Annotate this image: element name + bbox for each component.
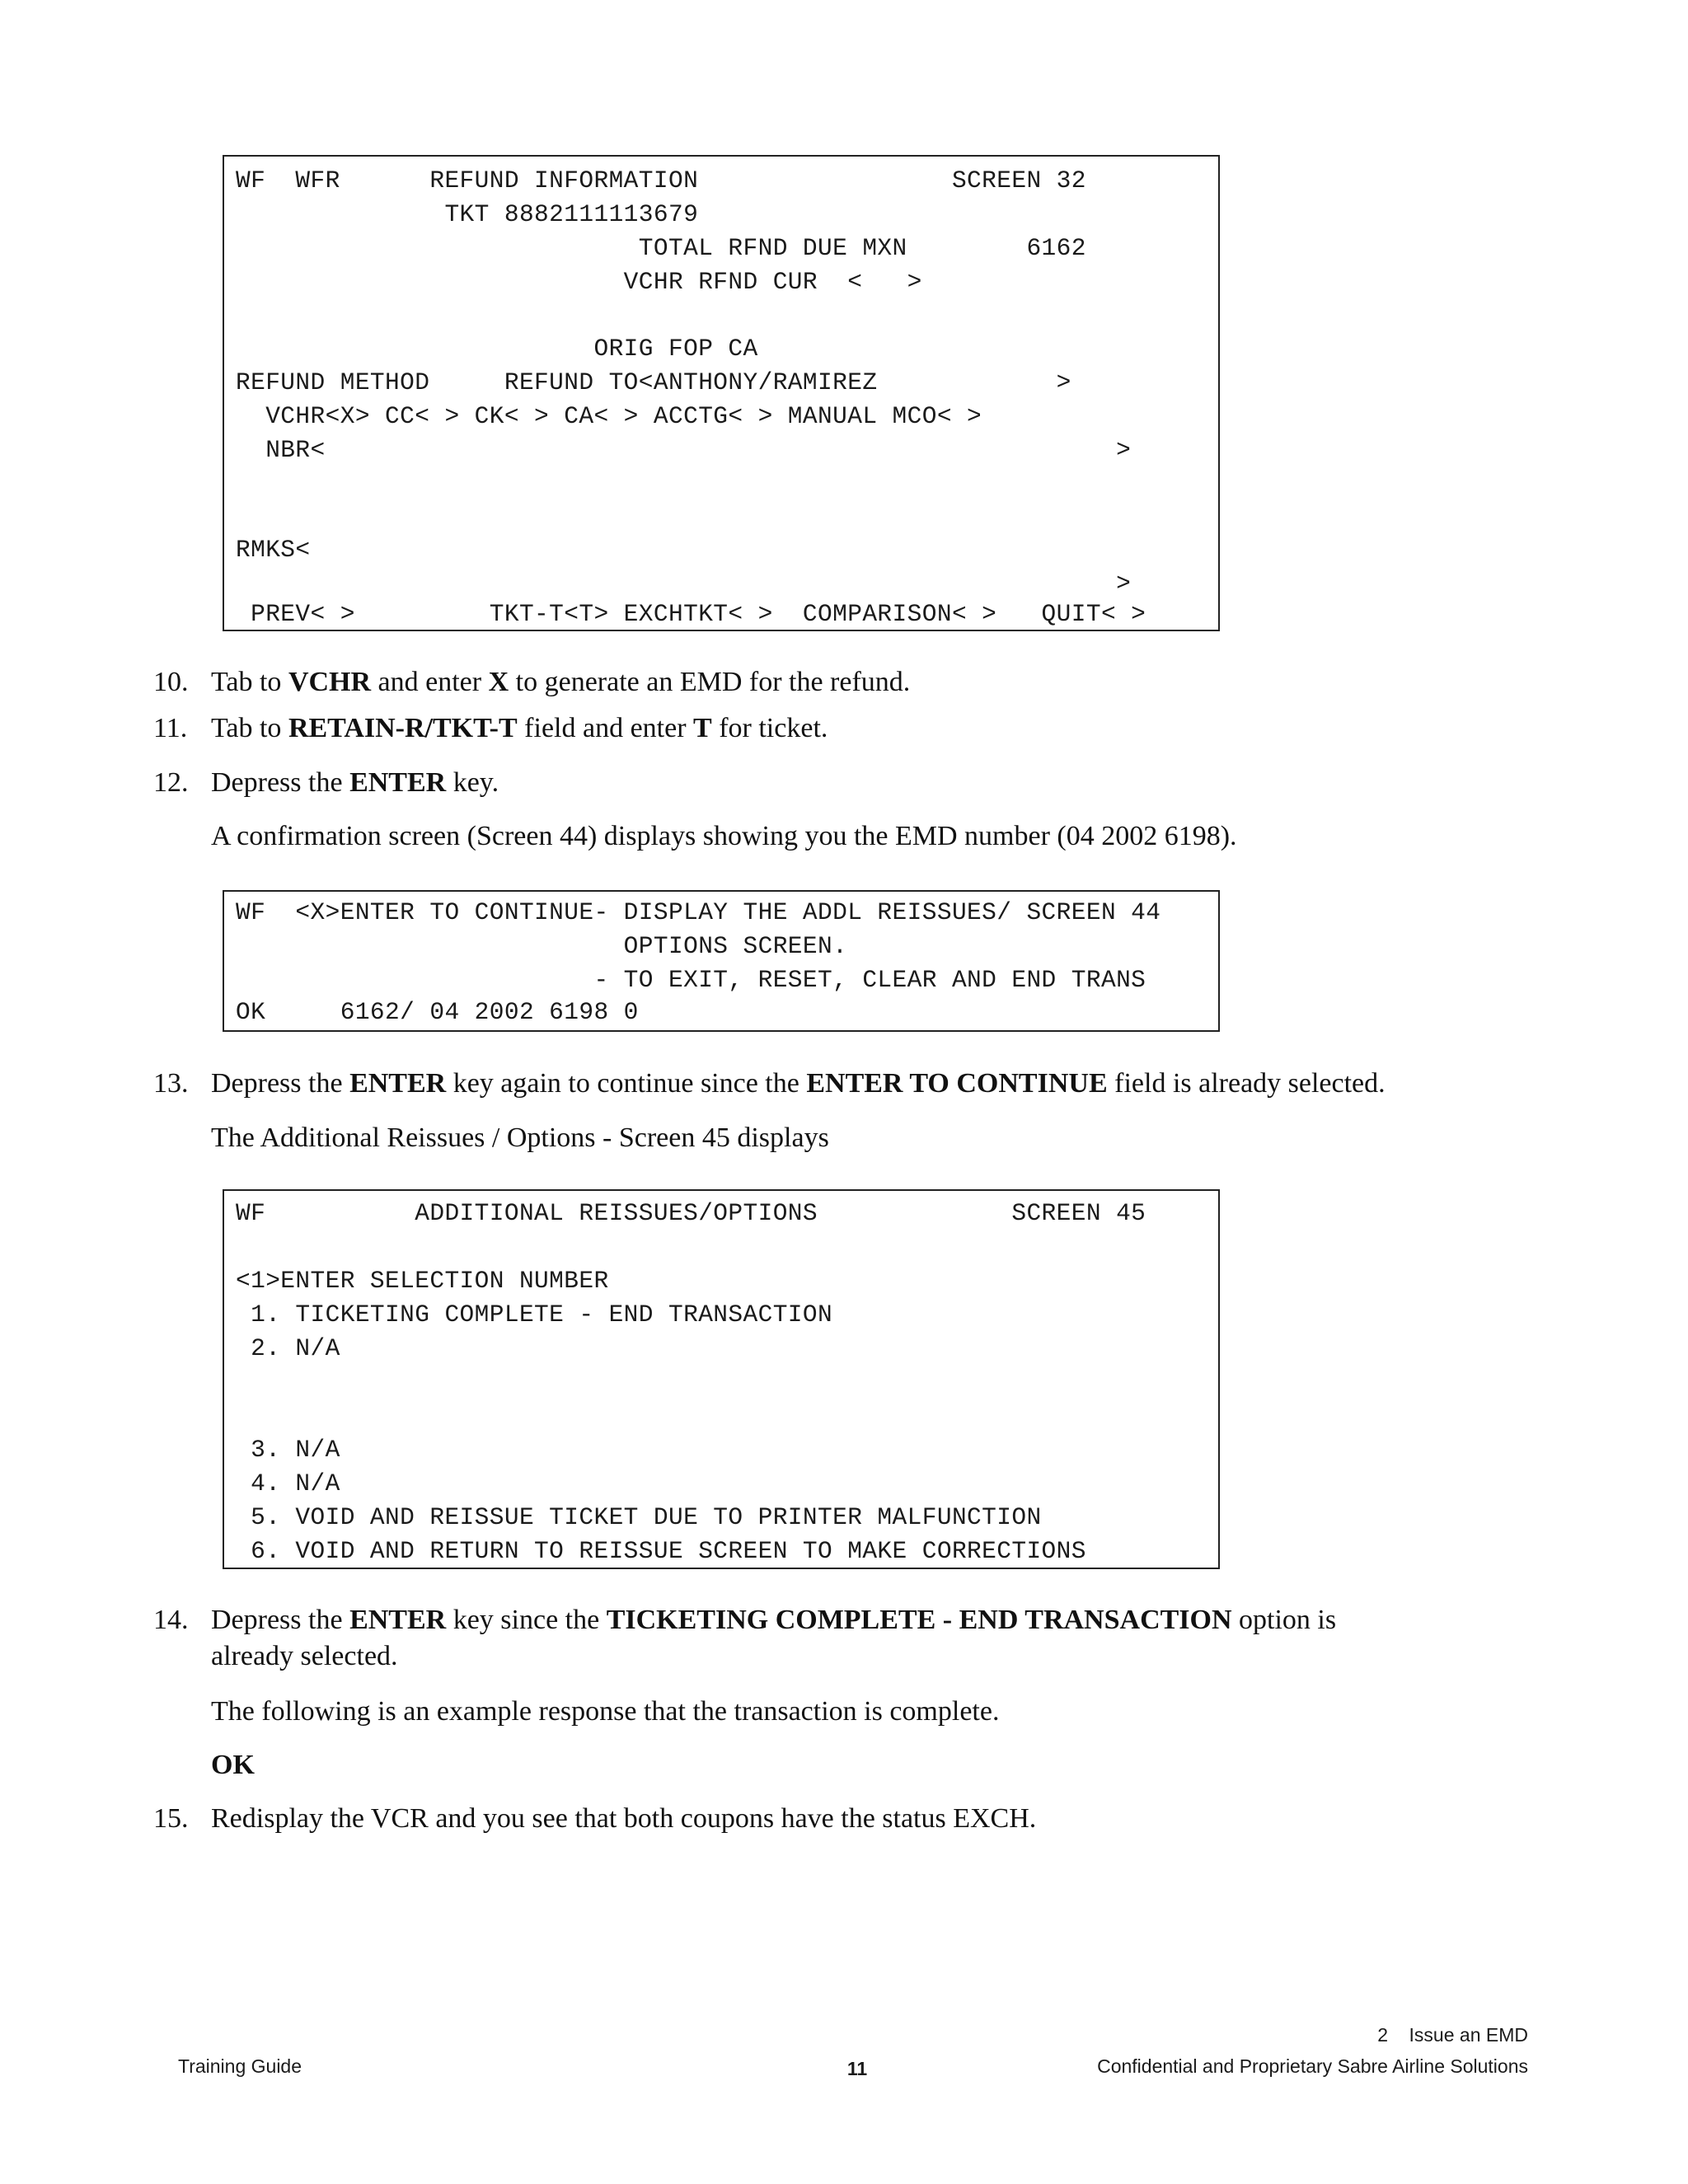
terminal-line: 6. VOID AND RETURN TO REISSUE SCREEN TO MAKE CORRECTIONS [236,1537,1086,1565]
terminal-line: RMKS< [236,536,311,564]
step-number: 10. [153,667,189,697]
step-text: Tab to VCHR and enter X to generate an EMD for the refund. [211,667,911,697]
step-text: Depress the ENTER key again to continue since the ENTER TO CONTINUE field is already selected. [211,1068,1386,1099]
step-14-note: The following is an example response that the transaction is complete. [211,1696,1000,1727]
terminal-line: WF WFR REFUND INFORMATION SCREEN 32 [236,166,1086,194]
step-13-note: The Additional Reissues / Options - Screen 45 displays [211,1122,829,1153]
terminal-line: OPTIONS SCREEN. [236,932,848,960]
step-12-note: A confirmation screen (Screen 44) displays showing you the EMD number (04 2002 6198). [211,821,1237,851]
terminal-line: 4. N/A [236,1469,340,1497]
terminal-line: <1>ENTER SELECTION NUMBER [236,1267,609,1295]
step-number: 15. [153,1803,189,1834]
terminal-line: 1. TICKETING COMPLETE - END TRANSACTION [236,1301,833,1329]
step-number: 14. [153,1605,189,1635]
terminal-line: PREV< > TKT-T<T> EXCHTKT< > COMPARISON< > QUIT< > [236,600,1146,628]
footer-right-label: Confidential and Proprietary Sabre Airline Solutions [1097,2055,1528,2077]
step-text: Depress the ENTER key since the TICKETING COMPLETE - END TRANSACTION option is already selected. [211,1605,1337,1671]
terminal-line: > [236,569,1132,598]
step-text: Tab to RETAIN-R/TKT-T field and enter T for ticket. [211,713,828,743]
footer-section-label: 2 Issue an EMD [1377,2024,1528,2046]
step-text: Redisplay the VCR and you see that both coupons have the status EXCH. [211,1803,1037,1834]
terminal-line: TKT 8882111113679 [236,200,699,228]
terminal-line: TOTAL RFND DUE MXN 6162 [236,234,1086,262]
footer-left-label: Training Guide [178,2055,302,2077]
terminal-line: OK 6162/ 04 2002 6198 0 [236,998,639,1026]
terminal-line: ORIG FOP CA [236,335,758,363]
terminal-line: NBR< > [236,436,1132,464]
step-text: Depress the ENTER key. [211,767,499,798]
terminal-line: 2. N/A [236,1334,340,1362]
page-number: 11 [846,2058,868,2079]
step-number: 13. [153,1068,189,1099]
step-number: 12. [153,767,189,798]
terminal-line: WF ADDITIONAL REISSUES/OPTIONS SCREEN 45 [236,1199,1146,1227]
step-14-ok-response: OK [211,1750,255,1780]
terminal-line: VCHR RFND CUR < > [236,268,922,296]
screen-45-additional-reissues-options [223,1189,1220,1569]
terminal-line: 3. N/A [236,1436,340,1464]
step-number: 11. [153,713,188,743]
terminal-line: REFUND METHOD REFUND TO<ANTHONY/RAMIREZ > [236,368,1071,396]
screen-32-refund-information [223,155,1220,631]
terminal-line: VCHR<X> CC< > CK< > CA< > ACCTG< > MANUAL MCO< > [236,402,982,430]
terminal-line: 5. VOID AND REISSUE TICKET DUE TO PRINTER MALFUNCTION [236,1503,1042,1531]
terminal-line: WF <X>ENTER TO CONTINUE- DISPLAY THE ADDL REISSUES/ SCREEN 44 [236,898,1161,926]
terminal-line: - TO EXIT, RESET, CLEAR AND END TRANS [236,966,1146,994]
screen-44-confirmation [223,890,1220,1032]
